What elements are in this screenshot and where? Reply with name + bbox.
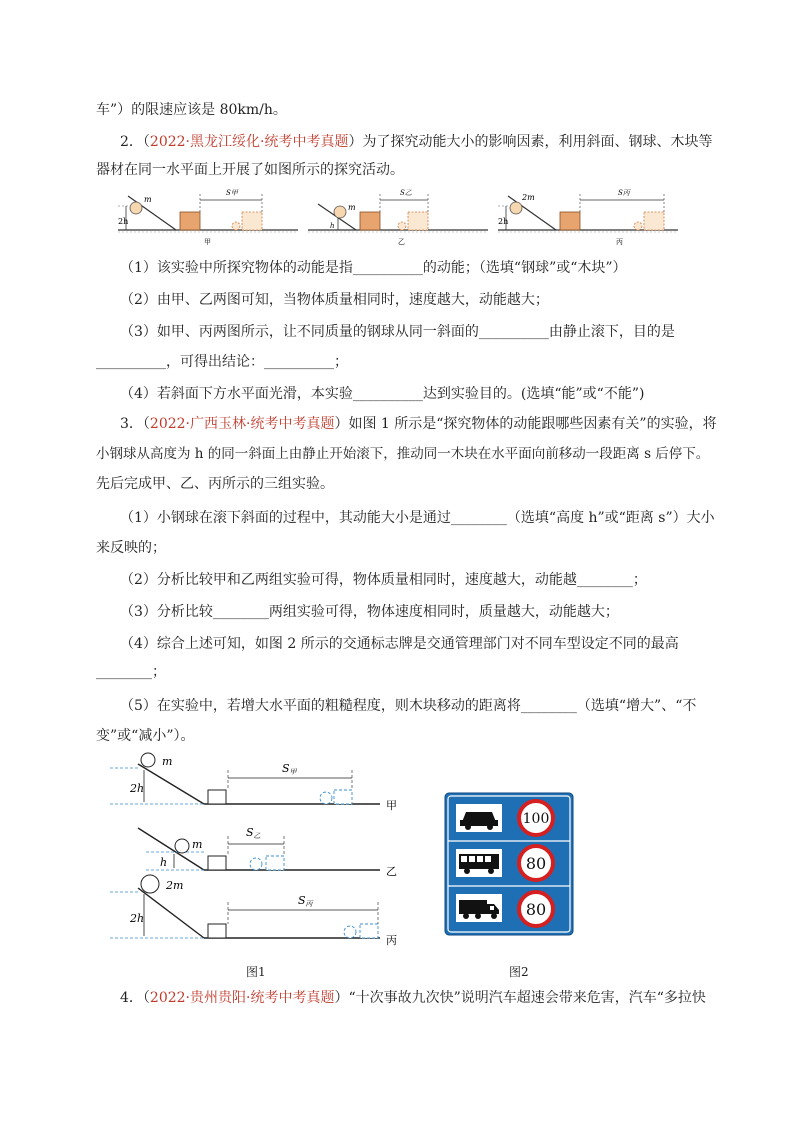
- figure-panel-jia: [118, 189, 298, 246]
- speed-limit-2: [519, 846, 553, 880]
- distance-label: [298, 894, 314, 908]
- question-text: 小钢球从高度为 h 的同一斜面上由静止开始滚下，推动同一木块在水平面向前移动一段距离 s 后停下。: [96, 446, 710, 462]
- figure-panel-bing: [498, 189, 678, 246]
- panel-label: 甲: [386, 799, 397, 812]
- car-icon: [456, 804, 502, 832]
- question-source: 2022·广西玉林·统考中考真题: [149, 416, 335, 432]
- mass-label: m: [192, 838, 203, 851]
- speed-limit-value: 80: [525, 854, 547, 873]
- figure1-panel-yi: [138, 826, 397, 878]
- figure-panel-yi: [308, 189, 488, 246]
- text-line: 车”）的限速应该是 80km/h。: [96, 102, 287, 118]
- height-label: h: [330, 222, 335, 230]
- height-label: 2h: [498, 217, 509, 226]
- question-number: 2．（: [120, 134, 150, 150]
- distance-symbol: S: [298, 894, 306, 907]
- figure1-panel-jia: [110, 753, 397, 812]
- question-text: 器材在同一水平面上开展了如图所示的探究活动。: [96, 162, 404, 178]
- truck-icon: [456, 894, 502, 922]
- question-3-intro: [120, 414, 717, 434]
- question-text: （2）由甲、乙两图可知，当物体质量相同时，速度越大，动能越大；: [120, 292, 549, 308]
- question-source: 2022·贵州贵阳·统考中考真题: [149, 990, 335, 1006]
- question-number: 3．（: [120, 416, 150, 432]
- question-text: （4）综合上述可知，如图 2 所示的交通标志牌是交通管理部门对不同车型设定不同的最高: [120, 636, 679, 652]
- mass-label: 2m: [522, 193, 535, 202]
- question-text: （3）分析比较________两组实验可得，物体速度相同时，质量越大，动能越大；: [120, 604, 619, 620]
- question-text: （5）在实验中，若增大水平面的粗糙程度，则木块移动的距离将________（选填“增大”、“不: [120, 698, 697, 714]
- question-number: 4．（: [120, 990, 150, 1006]
- figure-experiment-small: [118, 182, 678, 248]
- distance-label: S乙: [400, 189, 412, 197]
- distance-symbol: S: [246, 826, 254, 839]
- panel-label: 丙: [386, 934, 397, 947]
- distance-label: S丙: [618, 189, 630, 197]
- height-label: 2h: [130, 912, 145, 925]
- distance-label: [246, 826, 261, 840]
- mass-label: m: [162, 755, 173, 768]
- speed-limit-3: [519, 892, 553, 926]
- figure-caption: 图1: [246, 965, 266, 979]
- question-text: ）如图 1 所示是“探究物体的动能跟哪些因素有关”的实验，将: [334, 416, 717, 432]
- distance-label: S甲: [226, 189, 238, 197]
- figure-2-speed-limit-sign: [444, 792, 574, 936]
- question-text: ）“十次事故九次快”说明汽车超速会带来危害，汽车“多拉快: [334, 990, 706, 1006]
- question-text: 先后完成甲、乙、丙所示的三组实验。: [96, 476, 334, 492]
- height-label: h: [160, 856, 168, 869]
- mass-label: m: [348, 203, 356, 212]
- speed-limit-value: 100: [522, 811, 550, 827]
- panel-label: 甲: [204, 238, 211, 246]
- distance-subscript: 乙: [253, 832, 261, 840]
- question-text: 来反映的；: [96, 540, 166, 556]
- speed-limit-1: [519, 801, 553, 835]
- mass-label: m: [144, 195, 152, 204]
- question-text: ）为了探究动能大小的影响因素，利用斜面、钢球、木块等: [348, 134, 713, 150]
- question-4-intro: [120, 988, 706, 1008]
- distance-subscript: 丙: [305, 900, 313, 908]
- question-text: （2）分析比较甲和乙两组实验可得，物体质量相同时，速度越大，动能越________；: [120, 572, 647, 588]
- distance-symbol: S: [282, 762, 290, 775]
- speed-limit-value: 80: [525, 900, 547, 919]
- distance-label: [282, 762, 298, 776]
- question-2-intro: [120, 132, 712, 152]
- question-text: __________，可得出结论：__________；: [96, 354, 348, 370]
- question-text: （1）该实验中所探究物体的动能是指__________的动能；（选填“钢球”或“木块”）: [120, 260, 627, 276]
- question-text: （3）如甲、丙两图所示，让不同质量的钢球从同一斜面的__________由静止滚下，目的是: [120, 324, 675, 340]
- figure-caption: 图2: [509, 965, 529, 979]
- mass-label: 2m: [166, 879, 184, 892]
- question-text: （4）若斜面下方水平面光滑，本实验__________达到实验目的。(选填“能”或“不能”): [120, 386, 645, 402]
- bus-icon: [456, 849, 502, 877]
- question-text: 变”或“减小”）。: [96, 728, 195, 744]
- height-label: 2h: [130, 782, 145, 795]
- figure1-panel-bing: [110, 875, 397, 947]
- panel-label: 乙: [386, 865, 397, 878]
- distance-subscript: 甲: [289, 768, 297, 776]
- figure-1-experiment: [110, 752, 410, 952]
- question-text: ________；: [96, 664, 166, 680]
- panel-label: 丙: [616, 238, 623, 246]
- question-source: 2022·黑龙江绥化·统考中考真题: [149, 134, 349, 150]
- panel-label: 乙: [398, 238, 405, 246]
- question-text: （1）小钢球在滚下斜面的过程中，其动能大小是通过________（选填“高度 h”或“距离 s”）大小: [120, 510, 715, 526]
- height-label: 2h: [118, 217, 129, 226]
